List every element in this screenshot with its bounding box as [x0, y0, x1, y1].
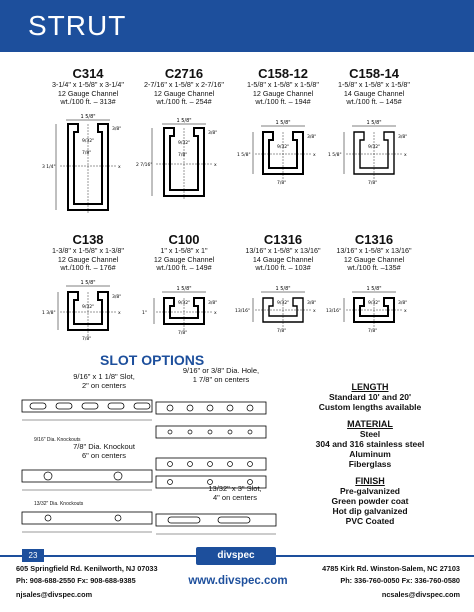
svg-text:x: x	[313, 308, 316, 314]
svg-text:1 5/8": 1 5/8"	[366, 285, 382, 292]
svg-text:7/8": 7/8"	[178, 152, 188, 158]
material-item: Fiberglass	[348, 459, 392, 470]
slot-options-title: SLOT OPTIONS	[100, 352, 205, 368]
profile-weight: wt./100 ft. – 313#	[60, 97, 116, 107]
page-header	[0, 0, 474, 52]
svg-text:9/32": 9/32"	[368, 300, 381, 306]
channel-diagram-c2716	[134, 110, 234, 210]
length-standard: Standard 10' and 20'	[329, 392, 411, 403]
svg-text:x: x	[404, 308, 407, 314]
finish-heading: FINISH	[355, 475, 385, 486]
svg-text:9/32": 9/32"	[178, 300, 191, 306]
svg-text:x: x	[118, 310, 121, 316]
finish-item: Pre-galvanized	[340, 485, 400, 496]
svg-text:x: x	[214, 310, 217, 316]
profile-weight: wt./100 ft. – 103#	[255, 263, 311, 273]
svg-text:7/8": 7/8"	[368, 328, 378, 334]
footer-right-email[interactable]: ncsales@divspec.com	[381, 590, 460, 599]
profile-name: C1316	[354, 232, 394, 247]
svg-text:1 5/8": 1 5/8"	[176, 117, 192, 124]
width-dimension: 1 5/8"	[80, 113, 96, 120]
slot-option-2-label: 9/16" or 3/8" Dia. Hole, 1 7/8" on centers	[182, 366, 260, 384]
svg-text:9/32": 9/32"	[178, 140, 191, 146]
svg-text:x: x	[404, 152, 407, 158]
profile-name: C158-12	[258, 66, 308, 81]
footer-left-address: 605 Springfield Rd. Kenilworth, NJ 07033	[16, 564, 158, 573]
profile-weight: wt./100 ft. – 194#	[255, 97, 311, 107]
svg-text:9/32": 9/32"	[277, 144, 290, 150]
slot-option-1-label: 9/16" x 1 1/8" Slot, 2" on centers	[73, 372, 135, 390]
profile-name: C100	[168, 232, 200, 247]
svg-text:1 5/8": 1 5/8"	[328, 152, 342, 158]
slot-option-4-drawing	[152, 506, 282, 546]
slot-option-4-label: 13/32" x 3" Slot, 4" on centers	[208, 484, 262, 502]
material-item: Aluminum	[349, 449, 391, 460]
profile-dimensions: 1-5/8" x 1-5/8" x 1-5/8"	[338, 80, 410, 89]
svg-text:2 7/16": 2 7/16"	[136, 162, 153, 168]
profile-dimensions: 1-5/8" x 1-5/8" x 1-5/8"	[247, 80, 319, 89]
profile-gauge: 12 Gauge Channel	[153, 88, 215, 98]
slot-option-3b-drawing	[18, 506, 158, 542]
height-dimension: 3 1/4"	[42, 164, 56, 170]
page-title: STRUT	[28, 10, 127, 41]
profile-gauge: 12 Gauge Channel	[252, 88, 314, 98]
svg-text:3/8": 3/8"	[307, 134, 317, 140]
svg-text:7/8": 7/8"	[178, 330, 188, 336]
channel-diagram-c100	[134, 276, 234, 352]
axis-label: x	[118, 164, 121, 170]
svg-text:1": 1"	[142, 310, 147, 316]
lip-dimension: 3/8"	[112, 126, 122, 132]
slot-option-2-drawing	[152, 394, 272, 448]
svg-text:x: x	[313, 152, 316, 158]
profile-name: C138	[72, 232, 104, 247]
website-link[interactable]: www.divspec.com	[188, 575, 288, 587]
profile-dimensions: 2-7/16" x 1-5/8" x 2-7/16"	[144, 80, 224, 89]
svg-text:7/8": 7/8"	[277, 180, 287, 186]
svg-text:3/8": 3/8"	[208, 300, 218, 306]
slot-option-3-label: 7/8" Dia. Knockout 6" on centers	[73, 442, 135, 460]
slot-option-1-drawing	[18, 392, 158, 432]
product-info	[300, 376, 440, 527]
channel-diagram-c158-14	[324, 110, 424, 200]
length-heading: LENGTH	[351, 382, 389, 392]
svg-text:1 5/8": 1 5/8"	[80, 279, 96, 286]
profile-gauge: 12 Gauge Channel	[343, 254, 405, 264]
profile-name: C158-14	[349, 66, 399, 81]
length-custom: Custom lengths available	[318, 402, 422, 413]
svg-text:3/8": 3/8"	[112, 294, 122, 300]
knockout-dim-label-1: 9/16" Dia. Knockouts	[34, 437, 81, 443]
profile-name: C2716	[164, 66, 204, 81]
svg-text:1 5/8": 1 5/8"	[275, 285, 291, 292]
profile-weight: wt./100 ft. –135#	[347, 263, 401, 273]
profile-weight: wt./100 ft. – 176#	[60, 263, 116, 273]
profile-c100	[128, 232, 240, 352]
svg-text:7/8": 7/8"	[368, 180, 378, 186]
finish-item: Hot dip galvanized	[332, 506, 408, 517]
svg-text:9/32": 9/32"	[82, 304, 95, 310]
profile-c1316-12ga	[318, 232, 430, 352]
profile-dimensions: 13/16" x 1-5/8" x 13/16"	[336, 246, 412, 255]
profile-name: C314	[72, 66, 104, 81]
svg-text:13/16": 13/16"	[235, 308, 251, 314]
svg-text:1 5/8": 1 5/8"	[176, 285, 192, 292]
profile-c2716	[128, 66, 240, 210]
profile-gauge: 14 Gauge Channel	[252, 254, 314, 264]
profile-weight: wt./100 ft. – 145#	[346, 97, 402, 107]
channel-diagram-c1316-12ga	[324, 276, 424, 352]
svg-text:9/32": 9/32"	[277, 300, 290, 306]
footer-left-email[interactable]: njsales@divspec.com	[16, 590, 93, 599]
profile-gauge: 14 Gauge Channel	[343, 88, 405, 98]
profile-dimensions: 3-1/4" x 1-5/8" x 3-1/4"	[52, 80, 124, 89]
company-logo: divspec	[196, 547, 276, 565]
knockout-dim-label-2: 13/32" Dia. Knockouts	[34, 501, 84, 507]
profile-c158-14	[318, 66, 430, 200]
profile-dimensions: 13/16" x 1-5/8" x 13/16"	[245, 246, 321, 255]
finish-item: PVC Coated	[345, 516, 395, 527]
svg-text:9/32": 9/32"	[368, 144, 381, 150]
footer-right-phone: Ph: 336-760-0050 Fx: 336-760-0580	[340, 576, 460, 585]
slot-dimension: 7/8"	[82, 150, 92, 156]
profile-dimensions: 1" x 1-5/8" x 1"	[160, 246, 208, 255]
material-item: Steel	[359, 428, 381, 439]
finish-item: Green powder coat	[331, 496, 409, 507]
channel-diagram-c138	[38, 276, 138, 352]
svg-text:1 3/8": 1 3/8"	[42, 310, 56, 316]
svg-text:x: x	[214, 162, 217, 168]
svg-text:13/16": 13/16"	[326, 308, 342, 314]
svg-text:1 5/8": 1 5/8"	[237, 152, 251, 158]
profile-gauge: 12 Gauge Channel	[57, 88, 119, 98]
channel-diagram-c314	[38, 110, 138, 220]
svg-text:7/8": 7/8"	[82, 336, 92, 342]
inner-dimension: 9/32"	[82, 138, 95, 144]
material-item: 304 and 316 stainless steel	[315, 439, 425, 450]
profile-weight: wt./100 ft. – 254#	[156, 97, 212, 107]
page-number: 23	[22, 549, 44, 562]
svg-text:3/8": 3/8"	[307, 300, 317, 306]
svg-text:3/8": 3/8"	[398, 300, 408, 306]
svg-text:3/8": 3/8"	[208, 130, 218, 136]
slot-option-3-drawing	[18, 462, 158, 502]
profile-name: C1316	[263, 232, 303, 247]
profile-gauge: 12 Gauge Channel	[57, 254, 119, 264]
profile-gauge: 12 Gauge Channel	[153, 254, 215, 264]
svg-text:1 5/8": 1 5/8"	[275, 119, 291, 126]
footer-right-address: 4785 Kirk Rd. Winston-Salem, NC 27103	[322, 564, 460, 573]
footer-left-phone: Ph: 908-688-2550 Fx: 908-688-9385	[16, 576, 136, 585]
profile-weight: wt./100 ft. – 149#	[156, 263, 212, 273]
svg-text:1 5/8": 1 5/8"	[366, 119, 382, 126]
profile-dimensions: 1-3/8" x 1-5/8" x 1-3/8"	[52, 246, 124, 255]
material-heading: MATERIAL	[347, 418, 393, 429]
svg-text:3/8": 3/8"	[398, 134, 408, 140]
svg-text:7/8": 7/8"	[277, 328, 287, 334]
